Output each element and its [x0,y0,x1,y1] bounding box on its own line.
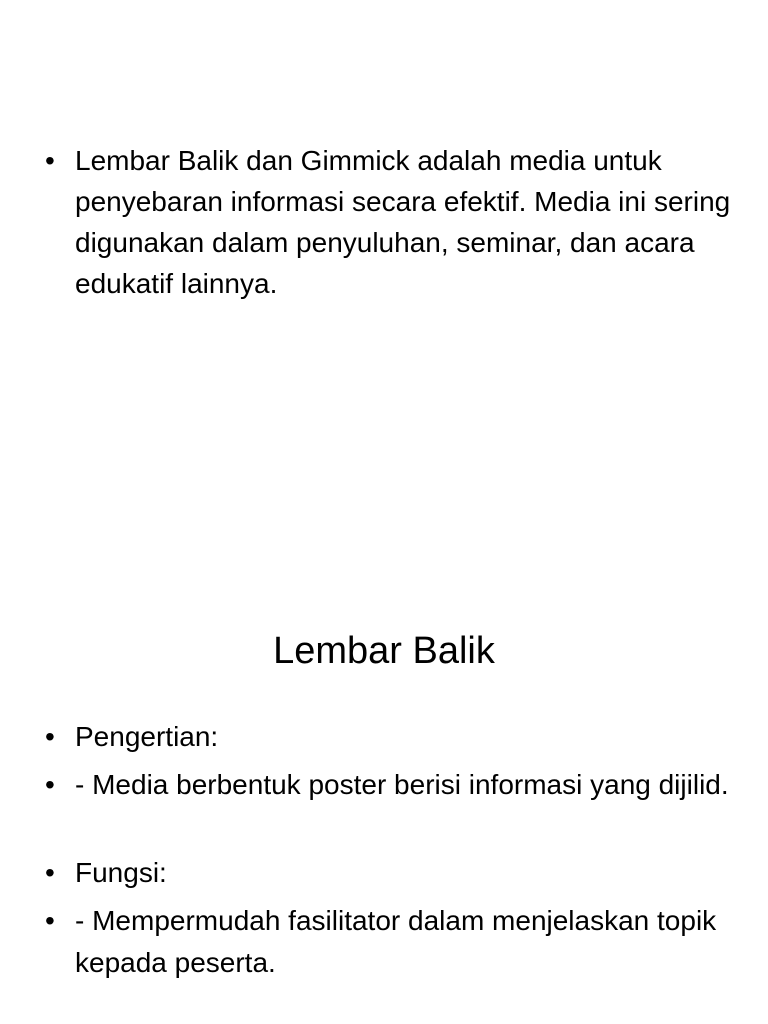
bullet-item: • Lembar Balik dan Gimmick adalah media untuk penyebaran informasi secara efektif. Media ini sering digunakan dalam penyuluhan, seminar, dan acara edukatif lainnya. [45,140,735,304]
slide-title: Lembar Balik [273,630,495,672]
bullet-list [45,716,735,990]
bullet-item: • Fungsi: [45,852,735,894]
bullet-item: • - Media berbentuk poster berisi informasi yang dijilid. [45,764,735,806]
bullet-item: • - Mempermudah fasilitator dalam menjelaskan topik kepada peserta. [45,900,735,984]
slide-lembar-balik [0,576,768,1024]
bullet-list [45,140,735,304]
bullet-item: • Pengertian: [45,716,735,758]
